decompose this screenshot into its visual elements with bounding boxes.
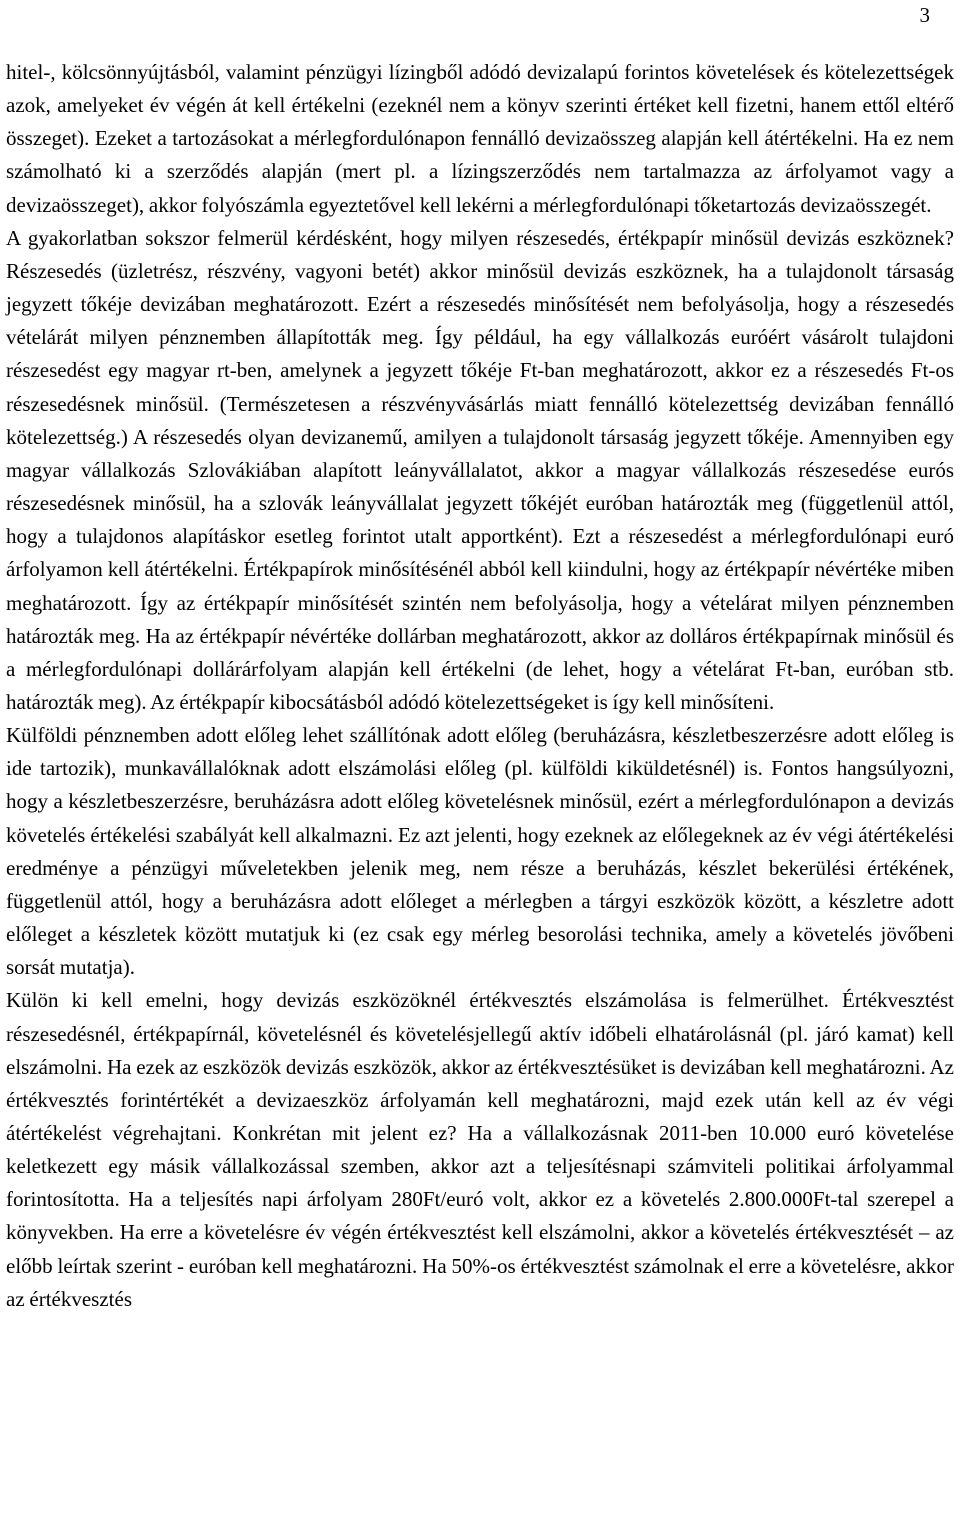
- paragraph-impairment: Külön ki kell emelni, hogy devizás eszközöknél értékvesztés elszámolása is felmerülhet. Értékvesztést részesedésnél, értékpapírnál, követelésnél és követelésjellegű aktív időbeli elhatárolásnál (pl. járó kamat) kell elszámolni. Ha ezek az eszközök devizás eszközök, akkor az értékvesztésüket is devizában kell meghatározni. Az értékvesztés forintértékét a devizaeszköz árfolyamán kell meghatározni, majd ezek után kell az év végi átértékelést végrehajtani. Konkrétan mit jelent ez? Ha a vállalkozásnak 2011-ben 10.000 euró követelése keletkezett egy másik vállalkozással szemben, akkor azt a teljesítésnapi számviteli politikai árfolyammal forintosította. Ha a teljesítés napi árfolyam 280Ft/euró volt, akkor ez a követelés 2.800.000Ft-tal szerepel a könyvekben. Ha erre a követelésre év végén értékvesztést kell elszámolni, akkor a követelés értékvesztését – az előbb leírtak szerint - euróban kell meghatározni. Ha 50%-os értékvesztést számolnak el erre a követelésre, akkor az értékvesztés: [6, 988, 954, 1311]
- paragraph-participation-securities: A gyakorlatban sokszor felmerül kérdésként, hogy milyen részesedés, értékpapír minősül devizás eszköznek? Részesedés (üzletrész, részvény, vagyoni betét) akkor minősül devizás eszköznek, ha a tulajdonolt társaság jegyzett tőkéje devizában meghatározott. Ezért a részesedés minősítését nem befolyásolja, hogy a részesedés vételárát milyen pénznemben állapították meg. Így például, ha egy vállalkozás euróért vásárolt tulajdoni részesedést egy magyar rt-ben, amelynek a jegyzett tőkéje Ft-ban meghatározott, akkor ez a részesedés Ft-os részesedésnek minősül. (Természetesen a részvényvásárlás miatt fennálló kötelezettség devizában fennálló kötelezettség.) A részesedés olyan devizanemű, amilyen a tulajdonolt társaság jegyzett tőkéje. Amennyiben egy magyar vállalkozás Szlovákiában alapított leányvállalatot, akkor a magyar vállalkozás részesedése eurós részesedésnek minősül, ha a szlovák leányvállalat jegyzett tőkéjét euróban határozták meg (függetlenül attól, hogy a tulajdonos alapításkor esetleg forintot utalt apportként). Ezt a részesedést a mérlegfordulónapi euró árfolyamon kell átértékelni. Értékpapírok minősítésénél abból kell kiindulni, hogy az értékpapír névértéke miben meghatározott. Így az értékpapír minősítését szintén nem befolyásolja, hogy a vételárat milyen pénznemben határozták meg. Ha az értékpapír névértéke dollárban meghatározott, akkor az dolláros értékpapírnak minősül és a mérlegfordulónapi dollárárfolyam alapján kell értékelni (de lehet, hogy a vételárat Ft-ban, euróban stb. határozták meg). Az értékpapír kibocsátásból adódó kötelezettségeket is így kell minősíteni.: [6, 225, 954, 714]
- paragraph-foreign-currency-advances: Külföldi pénznemben adott előleg lehet szállítónak adott előleg (beruházásra, készletbeszerzésre adott előleg is ide tartozik), munkavállalóknak adott elszámolási előleg (pl. külföldi kiküldetésnél) is. Fontos hangsúlyozni, hogy a készletbeszerzésre, beruházásra adott előleg követelésnek minősül, ezért a mérlegfordulónapon a devizás követelés értékelési szabályát kell alkalmazni. Ez azt jelenti, hogy ezeknek az előlegeknek az év végi átértékelési eredménye a pénzügyi műveletekben jelenik meg, nem része a beruházás, készlet bekerülési értékének, függetlenül attól, hogy a beruházásra adott előleget a mérlegben a tárgyi eszközök között, a készletre adott előleget a készletek között mutatjuk ki (ez csak egy mérleg besorolási technika, amely a követelés jövőbeni sorsát mutatja).: [6, 723, 954, 980]
- paragraph-revaluation-of-forint-liabilities: hitel-, kölcsönnyújtásból, valamint pénzügyi lízingből adódó devizalapú forintos követelések és kötelezettségek azok, amelyeket év végén át kell értékelni (ezeknél nem a könyv szerinti értéket kell fizetni, hanem ettől eltérő összeget). Ezeket a tartozásokat a mérlegfordulónapon fennálló devizaösszeg alapján kell átértékelni. Ha ez nem számolható ki a szerződés alapján (mert pl. a lízingszerződés nem tartalmazza az árfolyamot vagy a devizaösszeget), akkor folyószámla egyeztetővel kell lekérni a mérlegfordulónapi tőketartozás devizaösszegét.: [6, 60, 954, 217]
- document-body: [6, 56, 954, 1316]
- page-number: 3: [919, 3, 930, 27]
